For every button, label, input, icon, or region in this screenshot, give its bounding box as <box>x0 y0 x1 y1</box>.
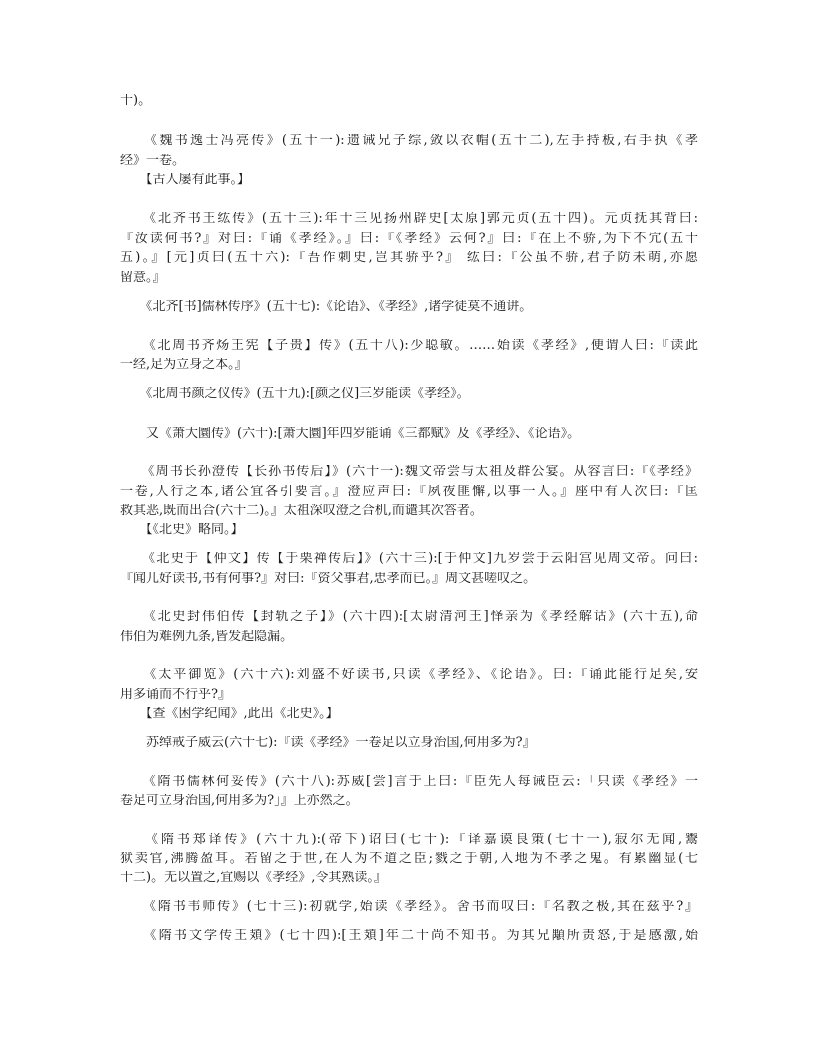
text-line: 《太平御览》(六十六):刘盛不好读书,只读《孝经》、《论语》。曰:『诵此能行足矣,安 <box>120 668 698 682</box>
text-line: 《隋书文学传王頍》(七十四):[王頍]年二十尚不知书。为其兄顒所责怒,于是感激,始 <box>120 929 698 943</box>
text-line: 《周书长孙澄传【长孙书传后】》(六十一):魏文帝尝与太祖及群公宴。从容言曰:『《孝经》 <box>120 465 698 479</box>
text-line: 《隋书儒林何妥传》(六十八):苏威[尝]言于上曰:『臣先人每诫臣云:「只读《孝经》一 <box>120 775 698 789</box>
text-line: 《魏书逸士冯亮传》(五十一):遗诫兄子综,敛以衣帽(五十二),左手持板,右手执《孝 <box>120 134 698 148</box>
text-line: 《隋书郑译传》(六十九):(帝下)诏曰(七十):『译嘉谟良策(七十一),寂尔无闻,鬻 <box>120 833 698 847</box>
text-line: 狱卖官,沸腾盈耳。若留之于世,在人为不道之臣;戮之于朝,入地为不孝之鬼。有累幽显(七 <box>120 852 698 866</box>
text-line: 经》一卷。 <box>120 154 186 168</box>
text-line: 『汝读何书?』对曰:『诵《孝经》。』曰:『《孝经》云何?』曰:『在上不骄,为下不宂(五十 <box>120 232 698 246</box>
text-line: 【《北史》略同。】 <box>120 523 244 537</box>
text-line: 卷足可立身治国,何用多为?」』上亦然之。 <box>120 794 359 808</box>
text-line: 【古人屡有此事。】 <box>120 173 251 187</box>
text-line: 一经,足为立身之本。』 <box>120 358 248 372</box>
text-line: 《隋书韦师传》(七十三):初就学,始读《孝经》。舍书而叹曰:『名教之极,其在兹乎?』 <box>120 900 698 914</box>
text-line: 十二)。无以置之,宜赐以《孝经》,令其熟读。』 <box>120 871 387 885</box>
text-line: 《北周书颜之仪传》(五十九):[颜之仪]三岁能读《孝经》。 <box>120 387 470 401</box>
text-line: 《北史封伟伯传【封轨之子】》(六十四):[太尉清河王]怿亲为《孝经解诂》(六十五),命 <box>120 610 698 624</box>
text-line: 《北周书齐炀王宪【子贵】传》(五十八):少聪敏。……始读《孝经》,便谓人曰:『读此 <box>120 339 698 353</box>
text-line: 救其恶,既而出合(六十二)。』太祖深叹澄之合机,而谴其次答者。 <box>120 504 483 518</box>
text-line: 用多诵而不行乎?』 <box>120 688 231 702</box>
text-line: 五)。』[元]贞曰(五十六):『吾作刺史,岂其骄乎?』 纮曰:『公虽不骄,君子防未萌,亦愿 <box>120 251 698 265</box>
text-line: 十)。 <box>120 94 152 108</box>
text-line: 《北齐书王纮传》(五十三):年十三见扬州辟史[太原]郭元贞(五十四)。元贞抚其背曰: <box>120 212 698 226</box>
text-line: 《北史于【仲文】传【于栗禅传后】》(六十三):[于仲文]九岁尝于云阳宫见周文帝。问曰: <box>120 552 698 566</box>
text-line: 《北齐[书]儒林传序》(五十七):《论语》、《孝经》,诸学徒莫不通讲。 <box>120 300 533 314</box>
text-line: 又《萧大圜传》(六十):[萧大圜]年四岁能诵《三都赋》及《孝经》、《论语》。 <box>120 427 581 441</box>
text-line: 苏绰戒子威云(六十七):『读《孝经》一卷足以立身治国,何用多为?』 <box>120 736 536 750</box>
text-line: 『闻儿好读书,书有何事?』对曰:『资父事君,忠孝而已。』周文甚嗟叹之。 <box>120 572 537 586</box>
text-line: 一卷,人行之本,诸公宜各引要言。』澄应声曰:『夙夜匪懈,以事一人。』座中有人次曰:『匡 <box>120 485 698 499</box>
text-line: 【查《困学纪闻》,此出《北史》。】 <box>120 707 339 721</box>
text-line: 伟伯为难例九条,皆发起隐漏。 <box>120 630 294 644</box>
text-line: 留意。』 <box>120 271 166 285</box>
